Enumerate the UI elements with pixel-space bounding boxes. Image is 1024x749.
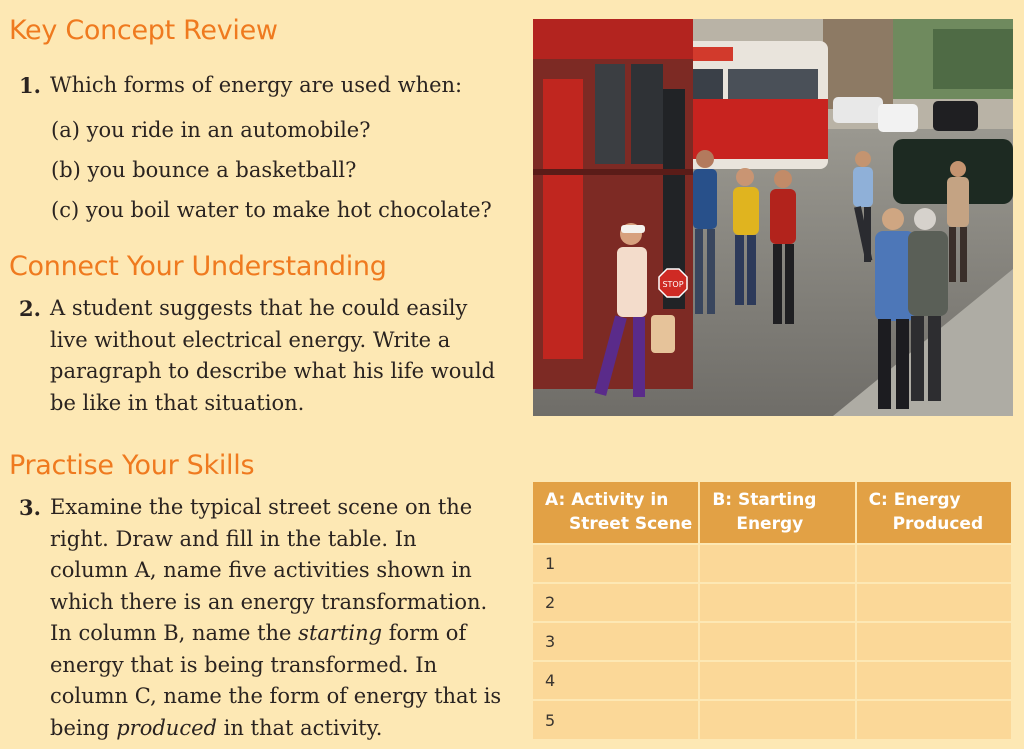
emphasis-produced: produced bbox=[116, 715, 217, 740]
question-text-line: being produced in that activity. bbox=[50, 715, 383, 740]
table-cell bbox=[699, 544, 855, 583]
table-row bbox=[533, 622, 1011, 661]
table-cell bbox=[856, 583, 1011, 622]
question-text-line: A student suggests that he could easily bbox=[50, 296, 468, 320]
question-number: 1. bbox=[19, 73, 41, 98]
question-text-line: column C, name the form of energy that is bbox=[50, 684, 502, 708]
stop-sign bbox=[659, 269, 687, 297]
column-header-a: A: Activity in Street Scene bbox=[533, 482, 699, 544]
table-header-row bbox=[533, 482, 1011, 544]
question-number: 3. bbox=[19, 495, 41, 520]
question-text-line: live without electrical energy. Write a bbox=[50, 327, 451, 352]
column-header-c: C: Energy Produced bbox=[856, 482, 1011, 544]
table-cell bbox=[856, 622, 1011, 661]
question-part-b: (b) you bounce a basketball? bbox=[51, 157, 357, 182]
question-text-line: which there is an energy transformation. bbox=[50, 589, 488, 614]
question-3 bbox=[19, 492, 501, 744]
energy-table bbox=[533, 482, 1011, 739]
table-cell bbox=[699, 583, 855, 622]
emphasis-starting: starting bbox=[298, 621, 383, 645]
question-text-line: Examine the typical street scene on the bbox=[50, 495, 473, 519]
heading-practise-your-skills: Practise Your Skills bbox=[9, 450, 255, 481]
far-streetcar bbox=[673, 41, 828, 169]
question-text-line: column A, name five activities shown in bbox=[50, 558, 472, 582]
table-cell bbox=[699, 622, 855, 661]
column-header-b: B: Starting Energy bbox=[699, 482, 855, 544]
question-1 bbox=[19, 70, 492, 230]
heading-key-concept-review: Key Concept Review bbox=[9, 15, 278, 46]
table-cell bbox=[699, 700, 855, 739]
street-scene-photo bbox=[533, 19, 1013, 416]
question-text-line: energy that is being transformed. In bbox=[50, 652, 438, 677]
question-text-line: paragraph to describe what his life would bbox=[50, 359, 496, 383]
row-number: 1 bbox=[533, 544, 699, 583]
table-row bbox=[533, 700, 1011, 739]
question-text-line: In column B, name the starting form of bbox=[50, 621, 467, 645]
question-part-c: (c) you boil water to make hot chocolate? bbox=[51, 197, 492, 222]
table-cell bbox=[856, 700, 1011, 739]
row-number: 4 bbox=[533, 661, 699, 700]
row-number: 5 bbox=[533, 700, 699, 739]
question-text-line: be like in that situation. bbox=[50, 390, 305, 415]
question-2 bbox=[19, 293, 495, 419]
table-cell bbox=[699, 661, 855, 700]
question-part-a: (a) you ride in an automobile? bbox=[51, 117, 371, 142]
row-number: 3 bbox=[533, 622, 699, 661]
street-scene-illustration bbox=[533, 19, 1013, 416]
heading-connect-your-understanding: Connect Your Understanding bbox=[9, 251, 387, 282]
table-row bbox=[533, 544, 1011, 583]
stop-sign-text: STOP bbox=[662, 280, 684, 289]
question-number: 2. bbox=[19, 296, 41, 321]
table-row bbox=[533, 583, 1011, 622]
table-row bbox=[533, 661, 1011, 700]
question-stem: Which forms of energy are used when: bbox=[50, 73, 463, 97]
table-cell bbox=[856, 661, 1011, 700]
question-text-line: right. Draw and fill in the table. In bbox=[50, 526, 417, 551]
table-cell bbox=[856, 544, 1011, 583]
row-number: 2 bbox=[533, 583, 699, 622]
